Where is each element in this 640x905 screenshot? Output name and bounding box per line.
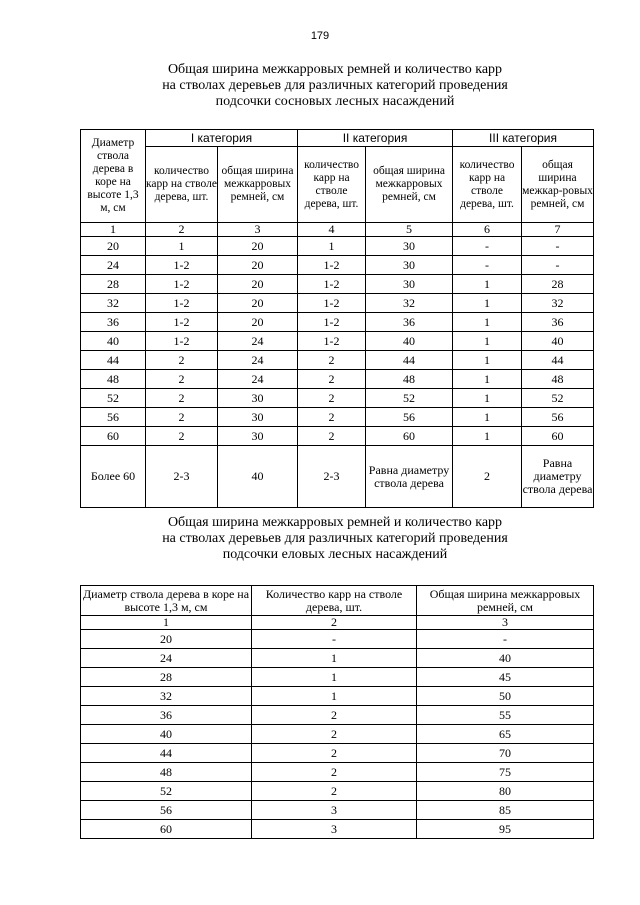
table-cell: 32 [81, 294, 146, 313]
table-row [81, 237, 594, 256]
table-row [81, 725, 594, 744]
table-cell: 2 [146, 389, 218, 408]
header-width: общая ширина межкар-ровых ремней, см [522, 147, 594, 223]
table-cell: - [453, 237, 522, 256]
table-cell: 1 [298, 237, 366, 256]
table-cell: 4 [298, 223, 366, 237]
header-width: Общая ширина межкарровых ремней, см [417, 586, 594, 616]
table-cell: 20 [218, 256, 298, 275]
table-cell: 28 [81, 275, 146, 294]
table-row [81, 370, 594, 389]
table2-title-line: подсочки еловых лесных насаждений [222, 547, 448, 562]
table-cell: 24 [218, 332, 298, 351]
table-cell: 30 [218, 389, 298, 408]
table-cell: 1-2 [146, 294, 218, 313]
table-cell: 28 [81, 668, 252, 687]
table1-title-line: на стволах деревьев для различных категорий проведения [162, 78, 508, 93]
table-cell: 3 [252, 801, 417, 820]
pine-table [80, 129, 594, 508]
table-cell: 32 [81, 687, 252, 706]
header-width: общая ширина межкарровых ремней, см [366, 147, 453, 223]
table-row [81, 744, 594, 763]
table-cell: 20 [81, 630, 252, 649]
table-cell: 2 [298, 427, 366, 446]
table-row [81, 332, 594, 351]
table-cell: 95 [417, 820, 594, 839]
table-cell: 52 [81, 782, 252, 801]
table-cell: 20 [218, 313, 298, 332]
table-row [81, 801, 594, 820]
table-cell: 56 [522, 408, 594, 427]
table1-title [80, 62, 590, 110]
page-number: 179 [310, 30, 330, 42]
table-cell: 24 [81, 649, 252, 668]
table-cell: 40 [366, 332, 453, 351]
table-cell: 36 [522, 313, 594, 332]
table-cell: 44 [81, 744, 252, 763]
table-cell: 3 [252, 820, 417, 839]
table-cell: 2 [252, 725, 417, 744]
table-row [81, 351, 594, 370]
table-cell: 1 [453, 370, 522, 389]
table-cell: 1 [146, 237, 218, 256]
table-cell: 52 [366, 389, 453, 408]
table-cell: 2 [146, 351, 218, 370]
table-cell: 1 [81, 616, 252, 630]
table-cell: 2 [252, 744, 417, 763]
header-category-3: III категория [453, 130, 594, 147]
table-cell: 1-2 [146, 256, 218, 275]
table-cell: 1 [81, 223, 146, 237]
header-category-1: I категория [146, 130, 298, 147]
table-cell: 2 [252, 616, 417, 630]
table-cell: 24 [218, 370, 298, 389]
table-cell: 30 [218, 408, 298, 427]
table-cell: 2 [252, 782, 417, 801]
table-cell: Равна диаметру ствола дерева [522, 446, 594, 508]
table-cell: 40 [417, 649, 594, 668]
table-cell: 1-2 [146, 313, 218, 332]
table-row [81, 687, 594, 706]
table-cell: 52 [522, 389, 594, 408]
table-cell: 2 [298, 351, 366, 370]
header-count: количество карр на стволе дерева, шт. [146, 147, 218, 223]
table-cell: 70 [417, 744, 594, 763]
table-cell: Равна диаметру ствола дерева [366, 446, 453, 508]
table-cell: 60 [81, 427, 146, 446]
table-cell: 20 [218, 294, 298, 313]
table-cell: 1 [453, 294, 522, 313]
table-row [81, 275, 594, 294]
table-cell: - [522, 256, 594, 275]
table-cell: 30 [366, 256, 453, 275]
table-cell: 2 [252, 706, 417, 725]
table-cell: 50 [417, 687, 594, 706]
table-cell: 20 [218, 275, 298, 294]
table-cell: 40 [218, 446, 298, 508]
table-cell: 1 [453, 332, 522, 351]
table-cell: 2 [146, 223, 218, 237]
table-row [81, 294, 594, 313]
table-row [81, 408, 594, 427]
table-row [81, 820, 594, 839]
table-cell: - [252, 630, 417, 649]
table-cell: 56 [366, 408, 453, 427]
table-cell: 80 [417, 782, 594, 801]
table-cell: 48 [81, 763, 252, 782]
table-row [81, 668, 594, 687]
table-cell: 1 [252, 668, 417, 687]
table-cell: 2 [146, 370, 218, 389]
table-cell: 2 [298, 408, 366, 427]
table-cell: 32 [522, 294, 594, 313]
table-cell: 65 [417, 725, 594, 744]
table-cell: 85 [417, 801, 594, 820]
table-cell: 30 [366, 275, 453, 294]
table2-title [80, 515, 590, 563]
table2-title-line: на стволах деревьев для различных категорий проведения [162, 531, 508, 546]
table-cell: 56 [81, 408, 146, 427]
table-row [81, 782, 594, 801]
table-cell: 1-2 [298, 313, 366, 332]
header-diameter: Диаметр ствола дерева в коре на высоте 1,3 м, см [81, 586, 252, 616]
table-cell: 24 [81, 256, 146, 275]
table-cell: 1 [252, 649, 417, 668]
table-cell: 6 [453, 223, 522, 237]
table-cell: 2 [298, 389, 366, 408]
header-diameter: Диаметр ствола дерева в коре на высоте 1,3 м, см [81, 130, 146, 223]
table-cell: Более 60 [81, 446, 146, 508]
table-cell: 30 [218, 427, 298, 446]
table-cell: 2 [252, 763, 417, 782]
table-cell: 3 [218, 223, 298, 237]
table-row [81, 389, 594, 408]
table-cell: 60 [522, 427, 594, 446]
table-cell: - [453, 256, 522, 275]
table-cell: - [522, 237, 594, 256]
table-cell: - [417, 630, 594, 649]
table-cell: 36 [81, 313, 146, 332]
table-cell: 40 [81, 725, 252, 744]
table-row [81, 256, 594, 275]
table-cell: 28 [522, 275, 594, 294]
table-cell: 75 [417, 763, 594, 782]
table-cell: 7 [522, 223, 594, 237]
table-cell: 36 [366, 313, 453, 332]
table-cell: 1 [453, 275, 522, 294]
table-cell: 1 [453, 408, 522, 427]
table-cell: 1 [453, 351, 522, 370]
table-cell: 48 [81, 370, 146, 389]
table-cell: 3 [417, 616, 594, 630]
table-cell: 1 [453, 313, 522, 332]
table-row [81, 706, 594, 725]
table2-title-line: Общая ширина межкарровых ремней и количество карр [167, 515, 503, 530]
table-cell: 44 [81, 351, 146, 370]
table-cell: 1-2 [298, 332, 366, 351]
header-count: Количество карр на стволе дерева, шт. [252, 586, 417, 616]
table-row [81, 630, 594, 649]
table-cell: 48 [366, 370, 453, 389]
table-cell: 44 [366, 351, 453, 370]
table-cell: 1 [453, 389, 522, 408]
header-width: общая ширина межкарровых ремней, см [218, 147, 298, 223]
header-count: количество карр на стволе дерева, шт. [298, 147, 366, 223]
table-cell: 32 [366, 294, 453, 313]
header-category-2: II категория [298, 130, 453, 147]
table1-title-line: Общая ширина межкарровых ремней и количество карр [167, 62, 503, 77]
table1-title-line: подсочки сосновых лесных насаждений [215, 94, 455, 109]
table-cell: 5 [366, 223, 453, 237]
table-cell: 40 [81, 332, 146, 351]
table-cell: 2 [146, 427, 218, 446]
table-cell: 1 [453, 427, 522, 446]
table-cell: 2 [146, 408, 218, 427]
table-cell: 2-3 [146, 446, 218, 508]
table-cell: 2 [298, 370, 366, 389]
table-cell: 52 [81, 389, 146, 408]
table-row [81, 763, 594, 782]
spruce-table [80, 585, 594, 839]
table-cell: 2 [453, 446, 522, 508]
table-row [81, 427, 594, 446]
table-cell: 30 [366, 237, 453, 256]
table-cell: 56 [81, 801, 252, 820]
table-cell: 45 [417, 668, 594, 687]
table-cell: 20 [81, 237, 146, 256]
table-cell: 44 [522, 351, 594, 370]
table-cell: 36 [81, 706, 252, 725]
header-count: количество карр на стволе дерева, шт. [453, 147, 522, 223]
table-cell: 20 [218, 237, 298, 256]
table-row [81, 313, 594, 332]
table-cell: 1-2 [298, 294, 366, 313]
table-cell: 55 [417, 706, 594, 725]
table-cell: 1-2 [298, 256, 366, 275]
table-cell: 1-2 [146, 275, 218, 294]
table-cell: 1 [252, 687, 417, 706]
table-cell: 2-3 [298, 446, 366, 508]
table-cell: 40 [522, 332, 594, 351]
table-cell: 60 [81, 820, 252, 839]
table-cell: 1-2 [298, 275, 366, 294]
table-cell: 1-2 [146, 332, 218, 351]
table-cell: 48 [522, 370, 594, 389]
table-cell: 24 [218, 351, 298, 370]
table-row [81, 649, 594, 668]
table-cell: 60 [366, 427, 453, 446]
